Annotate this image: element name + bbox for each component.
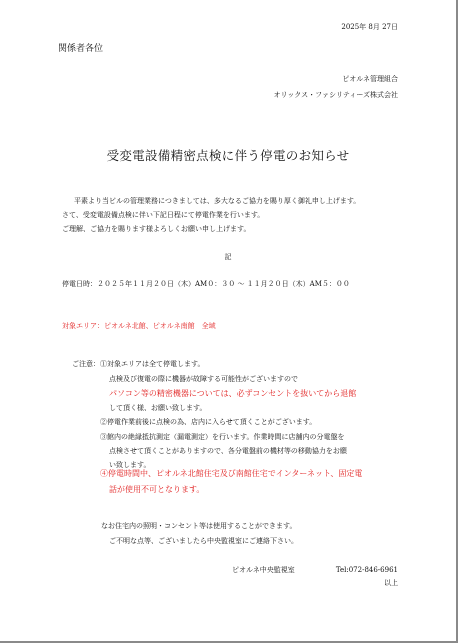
intro-line-3: ご理解、ご協力を賜ります様よろしくお願い申し上げます。 [62,225,251,233]
notes-label: ご注意： [72,360,100,368]
notice-title: 受変電設備精密点検に伴う停電のお知らせ [106,148,350,163]
note-4-line-2: 話が使用不可となります。 [109,485,205,494]
note-1-detail: 点検及び復電の際に機器が故障する可能性がございますので [109,375,298,383]
document-date: 2025年 8月 27日 [341,23,398,31]
closing-line-1: なお住宅内の照明・コンセント等は使用することができます。 [101,522,297,530]
note-1-request: して頂く様、お願い致します。 [109,404,207,412]
ki-marker: 記 [224,253,232,261]
note-1: ①対象エリアは全て停電します。 [100,360,205,368]
note-3: ③館内の絶縁抵抗測定（漏電測定）を行います。作業時間に店舗内の分電盤を [100,433,345,441]
closing-line-2: ご不明な点等、ございましたら中央監視室にご連絡下さい。 [109,537,298,545]
addressee: 関係者各位 [58,44,104,54]
note-3-detail: 点検させて頂くことがありますので、各分電盤前の機材等の移動協力をお願 [109,447,347,455]
contact-office: ピオルネ中央監視室 [232,566,295,574]
note-2: ②停電作業前後に点検の為、店内に入らせて頂くことがございます。 [100,418,317,426]
outage-datetime: 停電日時：２０２５年１１月２０日（木）AM０：３０ ～ １１月２０日（木）AM５：００ [62,280,350,288]
intro-line-1: 平素より当ビルの管理業務につきましては、多大なるご協力を賜り厚く御礼申し上げます。 [74,197,361,205]
target-area: 対象エリア：ピオルネ北館、ピオルネ南館 全域 [62,322,216,330]
sender-org-1: ピオルネ管理組合 [342,75,398,83]
note-4-line-1: ④停電時間中、ピオルネ北館住宅及び南館住宅でインターネット、固定電 [100,469,363,478]
end-marker: 以上 [384,579,398,587]
contact-phone: Tel:072-846-6961 [335,566,398,574]
sender-org-2: オリックス・ファシリティーズ株式会社 [273,91,398,99]
note-1-warning: パソコン等の精密機器については、必ずコンセントを抜いてから退館 [109,389,357,398]
note-3-request: い致します。 [109,461,151,469]
intro-line-2: さて、受変電設備点検に伴い下記日程にて停電作業を行います。 [62,211,265,219]
